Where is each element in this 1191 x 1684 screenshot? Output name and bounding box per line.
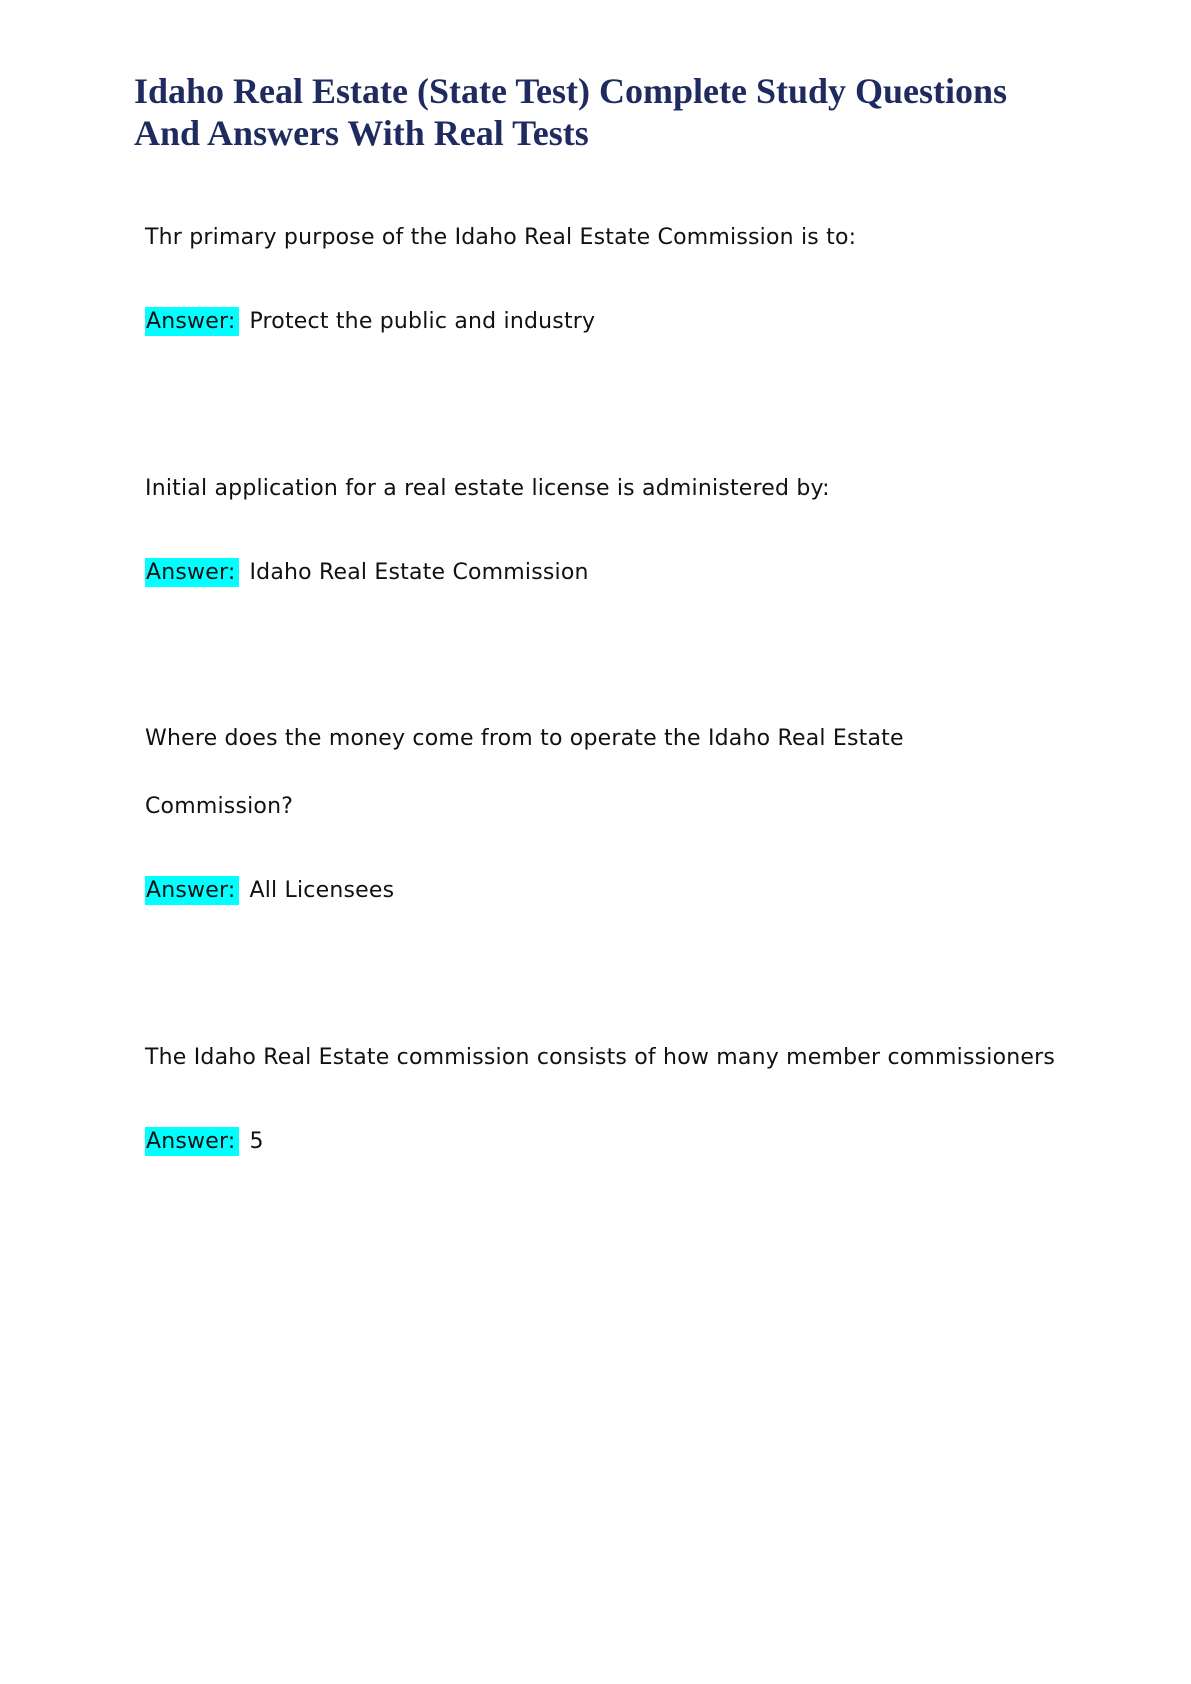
answer-2 (145, 558, 589, 588)
answer-label: Answer: (145, 876, 239, 905)
answer-1-text: Protect the public and industry (249, 309, 596, 334)
question-3-line-2: Commission? (145, 794, 294, 819)
answer-4 (145, 1127, 264, 1157)
answer-label: Answer: (145, 558, 239, 587)
answer-1 (145, 307, 595, 337)
question-1-line-1: Thr primary purpose of the Idaho Real Estate Commission is to: (145, 225, 857, 250)
answer-3 (145, 876, 394, 906)
answer-label: Answer: (145, 1127, 239, 1156)
answer-2-text: Idaho Real Estate Commission (249, 560, 589, 585)
question-4-line-1: The Idaho Real Estate commission consists of how many member commissioners (145, 1045, 1056, 1070)
question-3-line-1: Where does the money come from to operate the Idaho Real Estate (145, 726, 904, 751)
answer-4-text: 5 (249, 1129, 264, 1154)
answer-3-text: All Licensees (249, 878, 395, 903)
question-2-line-1: Initial application for a real estate license is administered by: (145, 476, 830, 501)
document-title: Idaho Real Estate (State Test) Complete Study Questions And Answers With Real Tests (134, 71, 1008, 153)
answer-label: Answer: (145, 307, 239, 336)
